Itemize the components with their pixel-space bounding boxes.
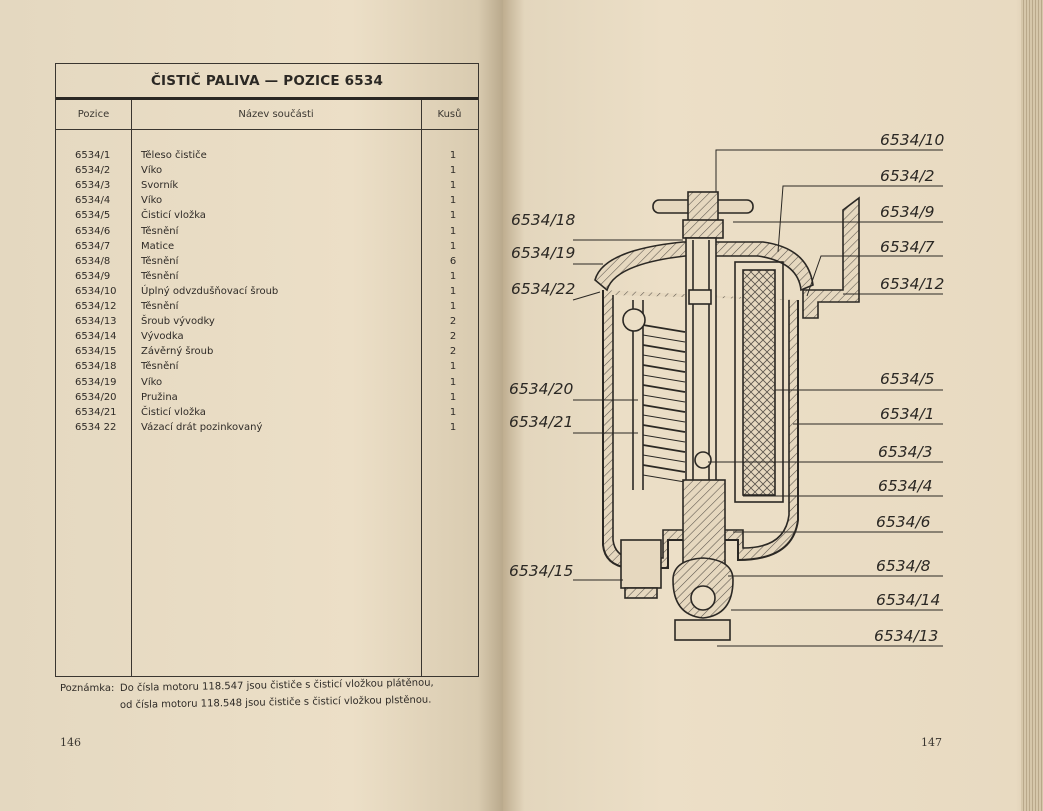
row-qty: 1 — [449, 361, 457, 373]
table-row — [56, 254, 478, 269]
row-qty: 1 — [449, 210, 457, 222]
row-position: 6534/15 — [75, 346, 117, 358]
callout-6534-15: 6534/15 — [509, 562, 574, 580]
callout-6534-18: 6534/18 — [511, 211, 576, 229]
row-name: Čisticí vložka — [141, 210, 206, 222]
row-name: Pružina — [141, 391, 178, 403]
table-row — [56, 224, 478, 239]
right-callouts — [874, 131, 945, 645]
row-position: 6534/8 — [75, 255, 111, 267]
row-position: 6534/6 — [75, 225, 111, 237]
callout-6534-9: 6534/9 — [880, 203, 935, 221]
row-qty: 2 — [449, 331, 457, 343]
table-row — [56, 375, 478, 390]
table-row — [56, 314, 478, 329]
row-name: Vázací drát pozinkovaný — [141, 421, 263, 433]
left-callouts — [509, 211, 576, 580]
footnote-label: Poznámka: — [60, 683, 115, 694]
header-qty: Kusů — [437, 109, 462, 120]
table-row — [56, 284, 478, 299]
callout-6534-22: 6534/22 — [511, 280, 576, 298]
fuel-filter-diagram — [503, 0, 1023, 811]
table-row — [56, 239, 478, 254]
row-name: Těsnění — [141, 225, 179, 237]
table-row — [56, 359, 478, 374]
row-position: 6534/21 — [75, 406, 117, 418]
left-page — [0, 0, 503, 811]
table-row — [56, 269, 478, 284]
row-qty: 1 — [449, 421, 457, 433]
table-row — [56, 193, 478, 208]
header-position: Pozice — [77, 109, 110, 120]
row-position: 6534/10 — [75, 285, 117, 297]
row-qty: 2 — [449, 346, 457, 358]
footnote-line-1: Do čísla motoru 118.547 jsou čističe s čisticí vložkou plátěnou, — [119, 677, 434, 694]
callout-6534-14: 6534/14 — [876, 591, 941, 609]
row-name: Těsnění — [141, 301, 179, 312]
row-name: Šroub vývodky — [141, 316, 215, 328]
row-name: Víko — [141, 195, 163, 207]
row-qty: 1 — [449, 165, 457, 177]
callout-6534-5: 6534/5 — [880, 370, 935, 388]
callout-6534-13: 6534/13 — [874, 627, 939, 645]
footnote-line-2: od čísla motoru 118.548 jsou čističe s čisticí vložkou plstěnou. — [119, 694, 432, 711]
table-row — [56, 329, 478, 344]
callout-6534-12: 6534/12 — [880, 275, 945, 293]
row-name: Úplný odvzdušňovací šroub — [141, 285, 279, 297]
table-row — [56, 420, 478, 435]
row-name: Svorník — [141, 180, 179, 192]
row-position: 6534/2 — [75, 165, 111, 177]
table-row — [56, 178, 478, 193]
callout-6534-21: 6534/21 — [509, 413, 574, 431]
callout-6534-6: 6534/6 — [876, 513, 931, 531]
callout-6534-4: 6534/4 — [878, 477, 933, 495]
row-name: Těsnění — [141, 361, 179, 373]
row-position: 6534/18 — [75, 361, 117, 373]
row-position: 6534/13 — [75, 316, 117, 328]
callout-6534-20: 6534/20 — [509, 380, 574, 398]
row-qty: 1 — [449, 406, 457, 418]
page-edges — [1021, 0, 1043, 811]
row-position: 6534/7 — [75, 240, 111, 252]
row-qty: 1 — [449, 270, 457, 282]
row-qty: 1 — [449, 195, 457, 207]
row-name: Těsnění — [141, 255, 179, 267]
row-position: 6534/19 — [75, 376, 117, 388]
row-name: Závěrný šroub — [141, 346, 214, 358]
row-name: Matice — [141, 240, 175, 252]
row-name: Čisticí vložka — [141, 406, 206, 418]
row-name: Víko — [141, 165, 163, 177]
callout-6534-3: 6534/3 — [878, 443, 933, 461]
row-qty: 1 — [449, 391, 457, 403]
callout-6534-19: 6534/19 — [511, 244, 576, 262]
row-position: 6534/5 — [75, 210, 111, 222]
row-qty: 1 — [449, 240, 457, 252]
table-row — [56, 390, 478, 405]
table-row — [56, 163, 478, 178]
callout-6534-2: 6534/2 — [880, 167, 935, 185]
row-qty: 1 — [449, 376, 457, 388]
row-position: 6534/14 — [75, 331, 117, 343]
header-name: Název součásti — [238, 109, 314, 120]
row-position: 6534/3 — [75, 180, 111, 192]
table-row — [56, 208, 478, 223]
table-row — [56, 148, 478, 163]
row-name: Víko — [141, 376, 163, 388]
callout-6534-8: 6534/8 — [876, 557, 931, 575]
row-qty: 1 — [449, 225, 457, 237]
header-divider — [56, 129, 478, 130]
row-position: 6534/9 — [75, 270, 111, 282]
row-name: Těsnění — [141, 270, 179, 282]
page-number-left: 146 — [60, 736, 81, 749]
row-position: 6534 22 — [75, 421, 117, 433]
row-position: 6534/4 — [75, 195, 111, 207]
table-title: ČISTIČ PALIVA — POZICE 6534 — [56, 64, 478, 100]
row-qty: 1 — [449, 285, 457, 297]
table-row — [56, 344, 478, 359]
row-name: Vývodka — [141, 331, 184, 343]
callout-6534-1: 6534/1 — [880, 405, 935, 423]
page-number-right: 147 — [921, 736, 942, 749]
table-row — [56, 405, 478, 420]
parts-table — [55, 63, 479, 677]
row-qty: 1 — [449, 301, 457, 312]
row-qty: 1 — [449, 150, 457, 161]
row-qty: 2 — [449, 316, 457, 328]
row-name: Těleso čističe — [141, 150, 207, 161]
table-row — [56, 299, 478, 314]
row-qty: 6 — [449, 255, 457, 267]
row-position: 6534/12 — [75, 301, 117, 312]
callout-6534-7: 6534/7 — [880, 238, 935, 256]
callout-6534-10: 6534/10 — [880, 131, 945, 149]
row-position: 6534/20 — [75, 391, 117, 403]
row-qty: 1 — [449, 180, 457, 192]
row-position: 6534/1 — [75, 150, 111, 161]
